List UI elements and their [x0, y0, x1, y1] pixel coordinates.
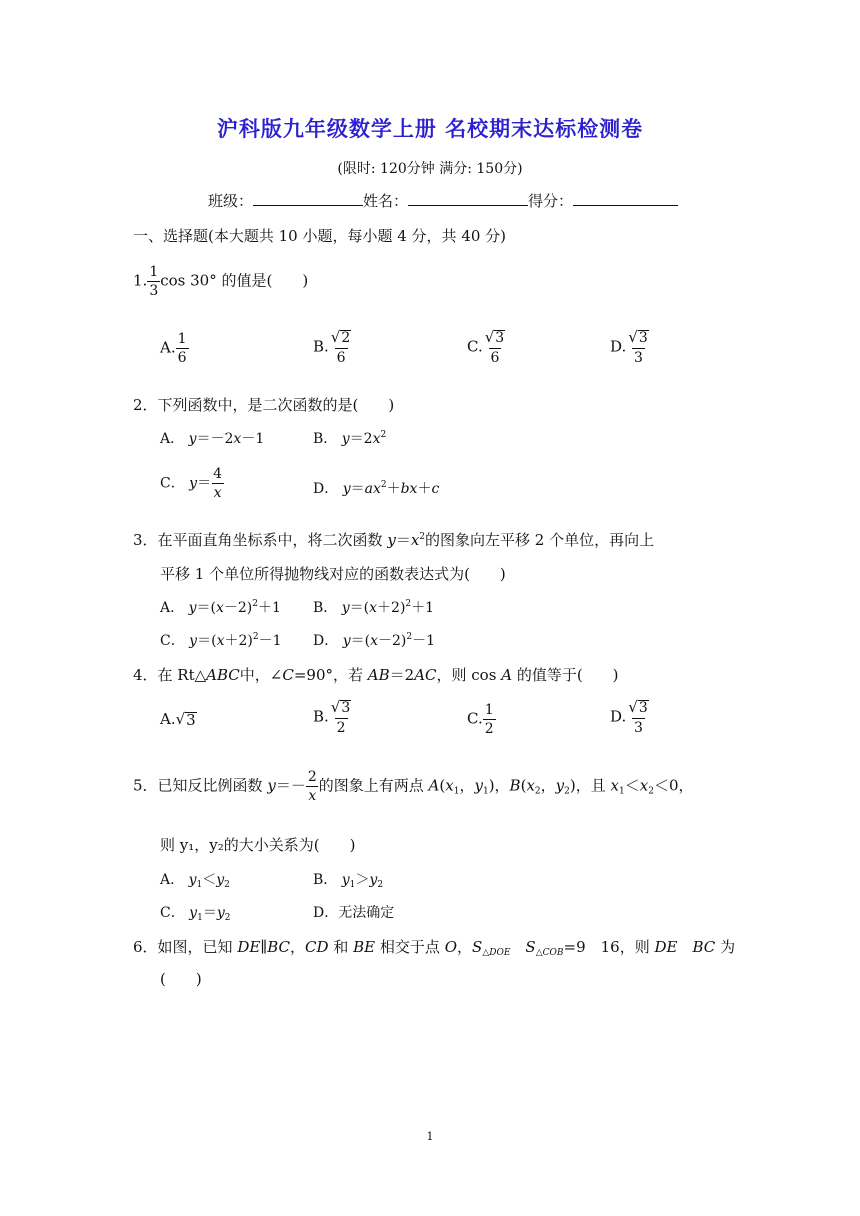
q1-option-c[interactable]: C. √ 3 6: [467, 328, 505, 366]
q1-option-b[interactable]: B. √ 2 6: [313, 328, 351, 366]
time-score-limits: (限时: 120分钟 满分: 150分): [337, 161, 523, 177]
q2-option-c[interactable]: C． y＝ $\frac{4}{x}$: [160, 466, 223, 501]
question-5-stem: 5．已知反比例函数 y＝－ $\frac{2}{x}$ 的图象上有两点 $A(x_1$，$y_1$)，$B(x_2$，$y_2$)，且 $x_1<x_2<0$，: [133, 769, 694, 804]
fraction: $\frac{1}{3}$: [149, 264, 159, 299]
q1-option-a[interactable]: A. $\frac{1}{6}$: [160, 331, 187, 366]
question-6-line2: ( ): [160, 970, 202, 988]
class-blank[interactable]: [253, 191, 363, 206]
question-4-stem: 4．在 Rt△ABC中，∠C=90°，若 AB＝2AC，则 cos A 的值等于( ): [133, 666, 619, 684]
page-number: 1: [426, 1130, 434, 1143]
q3-option-c[interactable]: C． $y=(x+2)^2-1$: [160, 632, 282, 649]
q2-option-a[interactable]: A． y＝－2x－1: [160, 431, 265, 447]
q3-option-b[interactable]: B． $y=(x+2)^2+1$: [313, 599, 435, 616]
q4-option-a[interactable]: A. √ 3: [160, 710, 196, 729]
question-5-line2: 则 y₁，y₂的大小关系为( ): [160, 836, 356, 854]
q5-option-a[interactable]: A． $y_1<y_2$: [160, 872, 230, 890]
page-title: 沪科版九年级数学上册 名校期末达标检测卷: [216, 117, 644, 141]
q5-option-d[interactable]: D．无法确定: [313, 905, 395, 921]
question-3-line2: 平移 1 个单位所得抛物线对应的函数表达式为( ): [160, 565, 506, 583]
score-blank[interactable]: [573, 191, 678, 206]
name-label: 姓名：: [363, 192, 409, 210]
question-3-line1: 3．在平面直角坐标系中，将二次函数 $y=x^2$的图象向左平移 2 个单位，再向上: [133, 531, 655, 549]
q2-option-d[interactable]: D． $y=ax^2+bx+c$: [313, 480, 440, 497]
score-label: 得分：: [528, 192, 574, 210]
question-1-stem: 1. $\frac{1}{3}$ cos 30° 的值是( ): [133, 264, 309, 299]
q5-option-b[interactable]: B． $y_1>y_2$: [313, 872, 384, 890]
q5-option-c[interactable]: C． $y_1=y_2$: [160, 905, 231, 923]
class-label: 班级：: [208, 192, 254, 210]
section-heading: 一、选择题(本大题共 10 小题，每小题 4 分，共 40 分): [133, 227, 507, 245]
question-2-stem: 2．下列函数中，是二次函数的是( ): [133, 396, 395, 414]
q4-option-b[interactable]: B. √ 3 2: [313, 698, 351, 736]
q3-option-d[interactable]: D． $y=(x-2)^2-1$: [313, 632, 436, 649]
student-info-line: [208, 190, 678, 211]
question-6-stem: 6．如图，已知 DE∥BC，CD 和 BE 相交于点 O，$S_{\triangle DOE}$ $S_{\triangle COB}=9$ 16，则 DE BC 为: [133, 938, 736, 958]
q4-option-d[interactable]: D. √ 3 3: [610, 698, 648, 736]
name-blank[interactable]: [408, 191, 528, 206]
q2-option-b[interactable]: B． $y=2x^2$: [313, 430, 387, 447]
q3-option-a[interactable]: A． $y=(x-2)^2+1$: [160, 599, 281, 616]
q4-option-c[interactable]: C. $\frac{1}{2}$: [467, 702, 494, 737]
q1-option-d[interactable]: D. √ 3 3: [610, 328, 648, 366]
